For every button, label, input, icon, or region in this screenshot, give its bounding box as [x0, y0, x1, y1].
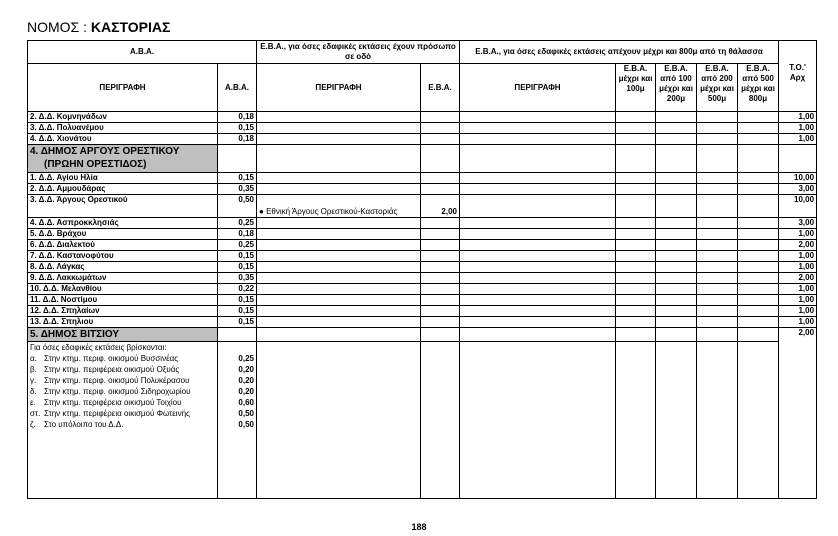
empty-cell — [697, 328, 738, 342]
empty-cell — [257, 229, 421, 240]
row-aba-value: 0,15 — [218, 306, 257, 317]
empty-cell — [257, 173, 421, 184]
row-description: 9. Δ.Δ. Λακκωμάτων — [28, 273, 218, 284]
row-to-value: 2,00 — [779, 240, 817, 251]
empty-cell — [421, 295, 460, 306]
empty-cell — [656, 218, 697, 229]
empty-cell — [257, 184, 421, 195]
empty-cell — [460, 134, 616, 145]
empty-cell — [697, 273, 738, 284]
empty-cell — [460, 284, 616, 295]
item-text: Στην κτημ. περιφέρεια οικισμού Τοιχίου — [44, 398, 182, 407]
row-description: 3. Δ.Δ. Πολυανέμου — [28, 123, 218, 134]
header-perigrafi-aba: ΠΕΡΙΓΡΑΦΗ — [28, 64, 218, 112]
item-letter: δ. — [30, 387, 37, 396]
empty-cell — [421, 328, 460, 342]
item-aba-value: 0,20 — [238, 376, 254, 385]
empty-cell — [460, 262, 616, 273]
item-aba-value: 0,50 — [238, 420, 254, 429]
empty-cell — [460, 317, 616, 328]
row-description: 4. Δ.Δ. Ασπροκκλησιάς — [28, 218, 218, 229]
vitsi-values-list — [220, 342, 254, 430]
table-row — [28, 295, 817, 306]
empty-cell — [697, 317, 738, 328]
empty-cell — [656, 240, 697, 251]
row-to-value: 1,00 — [779, 251, 817, 262]
empty-cell — [421, 112, 460, 123]
row-description: 2. Δ.Δ. Αμμουδάρας — [28, 184, 218, 195]
municipality-row — [28, 145, 817, 173]
empty-cell — [616, 273, 656, 284]
municipality-to-value: 2,00 — [779, 328, 817, 499]
municipality-argos-orestikou — [28, 145, 218, 173]
empty-cell — [460, 173, 616, 184]
municipality-vitsiou: 5. ΔΗΜΟΣ ΒΙΤΣΙΟΥ — [28, 328, 218, 342]
header-aba-group: Α.Β.Α. — [28, 41, 257, 64]
empty-cell — [738, 262, 779, 273]
municipality-row — [28, 328, 817, 342]
page-number: 188 — [411, 522, 427, 532]
empty-cell — [616, 134, 656, 145]
empty-cell — [656, 145, 697, 173]
empty-cell — [460, 240, 616, 251]
municipality-name: 4. ΔΗΜΟΣ ΑΡΓΟΥΣ ΟΡΕΣΤΙΚΟΥ — [30, 146, 180, 157]
empty-cell — [656, 134, 697, 145]
road-name: Εθνική Άργους Ορεστικού-Καστοριάς — [266, 207, 398, 216]
empty-cell — [656, 295, 697, 306]
table-row — [28, 273, 817, 284]
item-letter: ζ. — [30, 420, 36, 429]
header-eba-road: Ε.Β.Α. — [421, 64, 460, 112]
row-aba-value: 0,25 — [218, 218, 257, 229]
table-row — [28, 317, 817, 328]
empty-cell — [656, 317, 697, 328]
item-aba-value: 0,50 — [238, 409, 254, 418]
empty-cell — [616, 195, 656, 218]
title-prefix: ΝΟΜΟΣ : — [27, 19, 91, 35]
empty-cell — [656, 229, 697, 240]
empty-cell — [738, 218, 779, 229]
empty-cell — [656, 328, 697, 342]
empty-cell — [738, 112, 779, 123]
empty-cell — [460, 123, 616, 134]
bullet-icon: ● — [259, 207, 267, 216]
row-description: 3. Δ.Δ. Άργους Ορεστικού — [28, 195, 218, 218]
header-to-arch: Τ.Ο.' Αρχ — [779, 41, 817, 112]
item-letter: β. — [30, 365, 37, 374]
empty-cell — [460, 295, 616, 306]
empty-cell — [656, 262, 697, 273]
header-sea-200: Ε.Β.Α. από 100 μέχρι και 200μ — [656, 64, 697, 112]
item-letter: α. — [30, 354, 37, 363]
empty-cell — [421, 123, 460, 134]
empty-cell — [421, 306, 460, 317]
empty-cell — [421, 284, 460, 295]
empty-cell — [738, 284, 779, 295]
empty-cell — [616, 295, 656, 306]
row-to-value: 1,00 — [779, 134, 817, 145]
empty-cell — [656, 123, 697, 134]
row-to-value: 1,00 — [779, 112, 817, 123]
empty-cell — [460, 229, 616, 240]
municipality-former-name: (ΠΡΩΗΝ ΟΡΕΣΤΙΔΟΣ) — [44, 159, 147, 170]
row-description: 1. Δ.Δ. Αγίου Ηλία — [28, 173, 218, 184]
item-aba-value: 0,20 — [238, 387, 254, 396]
table-row — [28, 306, 817, 317]
empty-cell — [257, 240, 421, 251]
road-description — [257, 195, 421, 218]
header-perigrafi-road: ΠΕΡΙΓΡΑΦΗ — [257, 64, 421, 112]
empty-cell — [616, 284, 656, 295]
item-aba-value: 0,60 — [238, 398, 254, 407]
row-aba-value: 0,18 — [218, 134, 257, 145]
row-aba-value: 0,35 — [218, 184, 257, 195]
empty-cell — [656, 273, 697, 284]
empty-cell — [738, 184, 779, 195]
empty-cell — [738, 123, 779, 134]
empty-cell — [257, 284, 421, 295]
list-item — [30, 386, 215, 397]
row-description: 5. Δ.Δ. Βράχου — [28, 229, 218, 240]
empty-cell — [697, 240, 738, 251]
empty-cell — [738, 134, 779, 145]
table-row — [28, 195, 817, 218]
row-to-value: 1,00 — [779, 295, 817, 306]
item-text: Στο υπόλοιπο του Δ.Δ. — [44, 420, 124, 429]
row-description: 10. Δ.Δ. Μελανθίου — [28, 284, 218, 295]
table-row — [28, 173, 817, 184]
empty-cell — [421, 184, 460, 195]
header-sea-800: Ε.Β.Α. από 500 μέχρι και 800μ — [738, 64, 779, 112]
empty-cell — [460, 195, 616, 218]
row-aba-value: 0,25 — [218, 240, 257, 251]
row-description: 2. Δ.Δ. Κομνηνάδων — [28, 112, 218, 123]
empty-cell — [257, 218, 421, 229]
empty-cell — [257, 306, 421, 317]
list-item — [30, 419, 215, 430]
empty-cell — [779, 145, 817, 173]
empty-cell — [421, 173, 460, 184]
empty-cell — [218, 145, 257, 173]
header-eba-road-group: Ε.Β.Α., για όσες εδαφικές εκτάσεις έχουν πρόσωπο σε οδό — [257, 41, 460, 64]
empty-cell — [738, 173, 779, 184]
empty-cell — [257, 145, 421, 173]
row-description: 4. Δ.Δ. Χιονάτου — [28, 134, 218, 145]
road-eba-value: 2,00 — [421, 195, 460, 218]
table-row — [28, 262, 817, 273]
list-item — [30, 353, 215, 364]
empty-cell — [738, 295, 779, 306]
empty-cell — [616, 123, 656, 134]
list-item — [30, 408, 215, 419]
vitsi-intro: Για όσες εδαφικές εκτάσεις βρίσκονται: — [30, 343, 167, 352]
empty-cell — [616, 328, 656, 342]
empty-cell — [697, 195, 738, 218]
spacer — [220, 342, 254, 353]
empty-cell — [616, 240, 656, 251]
empty-cell — [697, 306, 738, 317]
empty-cell — [656, 251, 697, 262]
title-prefecture: ΚΑΣΤΟΡΙΑΣ — [90, 19, 171, 35]
empty-cell — [460, 112, 616, 123]
empty-cell — [697, 184, 738, 195]
item-text: Στην κτημ. περιφέρεια οικισμού Οξυάς — [44, 365, 180, 374]
empty-cell — [738, 342, 779, 499]
empty-cell — [257, 134, 421, 145]
list-item — [30, 364, 215, 375]
empty-cell — [738, 195, 779, 218]
item-text: Στην κτημ. περιφέρεια οικισμού Φωτεινής — [44, 409, 190, 418]
row-to-value: 3,00 — [779, 184, 817, 195]
table-row — [28, 342, 817, 499]
row-description: 11. Δ.Δ. Νοστίμου — [28, 295, 218, 306]
table-row — [28, 123, 817, 134]
empty-cell — [460, 145, 616, 173]
row-to-value: 10,00 — [779, 173, 817, 184]
empty-cell — [421, 145, 460, 173]
row-to-value: 1,00 — [779, 229, 817, 240]
empty-cell — [656, 284, 697, 295]
header-sea-500: Ε.Β.Α. από 200 μέχρι και 500μ — [697, 64, 738, 112]
empty-cell — [697, 284, 738, 295]
row-aba-value: 0,15 — [218, 173, 257, 184]
empty-cell — [616, 229, 656, 240]
empty-cell — [460, 184, 616, 195]
row-aba-value: 0,18 — [218, 229, 257, 240]
vitsi-list — [30, 342, 215, 430]
empty-cell — [738, 306, 779, 317]
item-letter: στ. — [30, 409, 41, 418]
table-row — [28, 284, 817, 295]
empty-cell — [738, 251, 779, 262]
empty-cell — [460, 306, 616, 317]
table-row — [28, 229, 817, 240]
empty-cell — [421, 251, 460, 262]
empty-cell — [460, 273, 616, 284]
empty-cell — [616, 342, 656, 499]
item-aba-value: 0,20 — [238, 365, 254, 374]
item-letter: γ. — [30, 376, 37, 385]
empty-cell — [616, 317, 656, 328]
empty-cell — [738, 229, 779, 240]
table-row — [28, 112, 817, 123]
empty-cell — [460, 342, 616, 499]
empty-cell — [738, 273, 779, 284]
item-text: Στην κτημ. περιφ. οικισμού Σιδηροχωρίου — [44, 387, 191, 396]
empty-cell — [616, 112, 656, 123]
row-description: 6. Δ.Δ. Διαλεκτού — [28, 240, 218, 251]
row-aba-value: 0,15 — [218, 123, 257, 134]
row-aba-value: 0,35 — [218, 273, 257, 284]
empty-cell — [421, 262, 460, 273]
table-row — [28, 251, 817, 262]
list-item — [30, 375, 215, 386]
empty-cell — [616, 262, 656, 273]
row-description: 13. Δ.Δ. Σπηλιου — [28, 317, 218, 328]
item-text: Στην κτημ. περιφ. οικισμού Βυσσινέας — [44, 354, 179, 363]
empty-cell — [656, 112, 697, 123]
row-to-value: 1,00 — [779, 262, 817, 273]
row-aba-value: 0,50 — [218, 195, 257, 218]
empty-cell — [656, 195, 697, 218]
empty-cell — [697, 112, 738, 123]
table-row — [28, 134, 817, 145]
empty-cell — [697, 123, 738, 134]
row-to-value: 1,00 — [779, 306, 817, 317]
row-description: 7. Δ.Δ. Καστανοφύτου — [28, 251, 218, 262]
row-to-value: 10,00 — [779, 195, 817, 218]
empty-cell — [421, 240, 460, 251]
empty-cell — [697, 218, 738, 229]
empty-cell — [616, 173, 656, 184]
empty-cell — [697, 134, 738, 145]
empty-cell — [738, 145, 779, 173]
empty-cell — [697, 295, 738, 306]
empty-cell — [421, 218, 460, 229]
row-aba-value: 0,18 — [218, 112, 257, 123]
empty-cell — [257, 123, 421, 134]
empty-cell — [616, 145, 656, 173]
table-row — [28, 218, 817, 229]
table-row — [28, 240, 817, 251]
empty-cell — [421, 342, 460, 499]
item-text: Στην κτημ. περιφ. οικισμού Πολυκέρασου — [44, 376, 190, 385]
empty-cell — [257, 273, 421, 284]
header-perigrafi-sea: ΠΕΡΙΓΡΑΦΗ — [460, 64, 616, 112]
table-row — [28, 184, 817, 195]
empty-cell — [616, 251, 656, 262]
empty-cell — [656, 342, 697, 499]
empty-cell — [421, 229, 460, 240]
vitsi-subareas — [28, 342, 218, 499]
row-description: 12. Δ.Δ. Σπηλαίων — [28, 306, 218, 317]
empty-cell — [697, 145, 738, 173]
item-aba-value: 0,25 — [238, 354, 254, 363]
empty-cell — [656, 306, 697, 317]
list-item — [30, 397, 215, 408]
row-aba-value: 0,15 — [218, 251, 257, 262]
land-value-table — [27, 40, 817, 499]
empty-cell — [257, 112, 421, 123]
empty-cell — [460, 251, 616, 262]
empty-cell — [656, 184, 697, 195]
row-to-value: 1,00 — [779, 317, 817, 328]
row-to-value: 2,00 — [779, 273, 817, 284]
empty-cell — [257, 317, 421, 328]
empty-cell — [738, 328, 779, 342]
empty-cell — [460, 218, 616, 229]
page-title — [27, 19, 170, 35]
empty-cell — [656, 173, 697, 184]
row-aba-value: 0,22 — [218, 284, 257, 295]
row-aba-value: 0,15 — [218, 262, 257, 273]
empty-cell — [460, 328, 616, 342]
empty-cell — [738, 317, 779, 328]
empty-cell — [257, 262, 421, 273]
empty-cell — [697, 173, 738, 184]
header-aba: Α.Β.Α. — [218, 64, 257, 112]
empty-cell — [421, 134, 460, 145]
vitsi-aba-values — [218, 342, 257, 499]
empty-cell — [616, 306, 656, 317]
empty-cell — [616, 184, 656, 195]
empty-cell — [616, 218, 656, 229]
empty-cell — [697, 262, 738, 273]
empty-cell — [697, 229, 738, 240]
empty-cell — [257, 295, 421, 306]
row-to-value: 3,00 — [779, 218, 817, 229]
empty-cell — [421, 273, 460, 284]
empty-cell — [421, 317, 460, 328]
row-to-value: 1,00 — [779, 284, 817, 295]
empty-cell — [257, 251, 421, 262]
header-eba-sea-group: Ε.Β.Α., για όσες εδαφικές εκτάσεις απέχουν μέχρι και 800μ από τη θάλασσα — [460, 41, 779, 64]
header-sea-100: Ε.Β.Α. μέχρι και 100μ — [616, 64, 656, 112]
empty-cell — [697, 251, 738, 262]
empty-cell — [257, 342, 421, 499]
item-letter: ε. — [30, 398, 36, 407]
row-description: 8. Δ.Δ. Λάγκας — [28, 262, 218, 273]
row-aba-value: 0,15 — [218, 317, 257, 328]
empty-cell — [257, 328, 421, 342]
empty-cell — [697, 342, 738, 499]
row-aba-value: 0,15 — [218, 295, 257, 306]
empty-cell — [738, 240, 779, 251]
row-to-value: 1,00 — [779, 123, 817, 134]
empty-cell — [218, 328, 257, 342]
